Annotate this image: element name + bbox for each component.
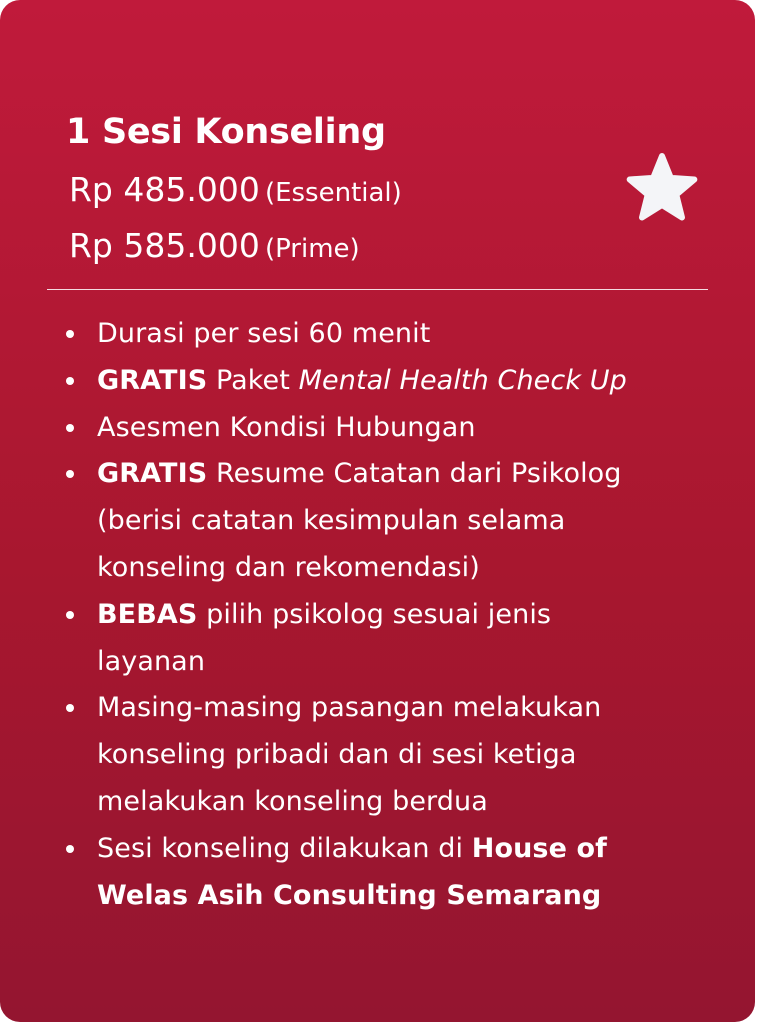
divider xyxy=(47,289,708,290)
price-tier: (Prime) xyxy=(264,234,360,264)
feature-line xyxy=(0,732,755,779)
price-tier: (Essential) xyxy=(264,178,402,208)
feature-line xyxy=(0,451,755,498)
feature-text: Durasi per sesi 60 menit xyxy=(97,318,431,349)
feature-line xyxy=(0,498,755,545)
feature-text: layanan xyxy=(97,645,206,677)
feature-text: Resume Catatan dari Psikolog xyxy=(207,458,622,490)
price-essential xyxy=(69,168,402,218)
card-title: 1 Sesi Konseling xyxy=(66,112,386,152)
feature-text: pilih psikolog sesuai jenis xyxy=(197,598,552,630)
feature-highlight: BEBAS xyxy=(97,598,198,630)
feature-line xyxy=(0,873,755,920)
feature-item xyxy=(0,358,755,405)
feature-item xyxy=(0,685,755,825)
bullet-icon xyxy=(66,377,74,385)
feature-text: (berisi catatan kesimpulan selama xyxy=(97,505,566,537)
feature-line xyxy=(0,358,755,405)
bullet-icon xyxy=(66,845,74,853)
feature-text: konseling pribadi dan di sesi ketiga xyxy=(97,739,577,771)
feature-line xyxy=(0,779,755,826)
feature-list xyxy=(0,311,755,919)
bullet-icon xyxy=(66,330,74,338)
feature-line xyxy=(0,592,755,639)
price-amount: Rp 485.000 xyxy=(69,170,260,209)
feature-item xyxy=(0,405,755,452)
feature-highlight: GRATIS xyxy=(97,364,208,396)
feature-line xyxy=(0,826,755,873)
feature-emphasis: Mental Health Check Up xyxy=(298,364,627,396)
price-amount: Rp 585.000 xyxy=(69,226,260,265)
feature-line xyxy=(0,311,755,358)
feature-highlight: House of xyxy=(471,832,607,864)
bullet-icon xyxy=(66,424,74,432)
feature-line xyxy=(0,545,755,592)
feature-item xyxy=(0,826,755,920)
feature-line xyxy=(0,639,755,686)
feature-text: Masing-masing pasangan melakukan xyxy=(97,692,602,724)
feature-text: Sesi konseling dilakukan di xyxy=(97,832,472,864)
feature-item xyxy=(0,451,755,591)
feature-text: konseling dan rekomendasi) xyxy=(97,551,480,583)
feature-highlight: Welas Asih Consulting Semarang xyxy=(97,879,602,911)
feature-highlight: GRATIS xyxy=(97,458,208,490)
feature-text: Asesmen Kondisi Hubungan xyxy=(97,411,476,443)
feature-text: Paket xyxy=(207,364,299,396)
feature-item xyxy=(0,311,755,358)
feature-line xyxy=(0,405,755,452)
bullet-icon xyxy=(66,611,74,619)
star-icon xyxy=(622,150,702,230)
feature-item xyxy=(0,592,755,686)
price-prime xyxy=(69,224,360,274)
feature-line xyxy=(0,685,755,732)
feature-text: melakukan konseling berdua xyxy=(97,785,488,817)
